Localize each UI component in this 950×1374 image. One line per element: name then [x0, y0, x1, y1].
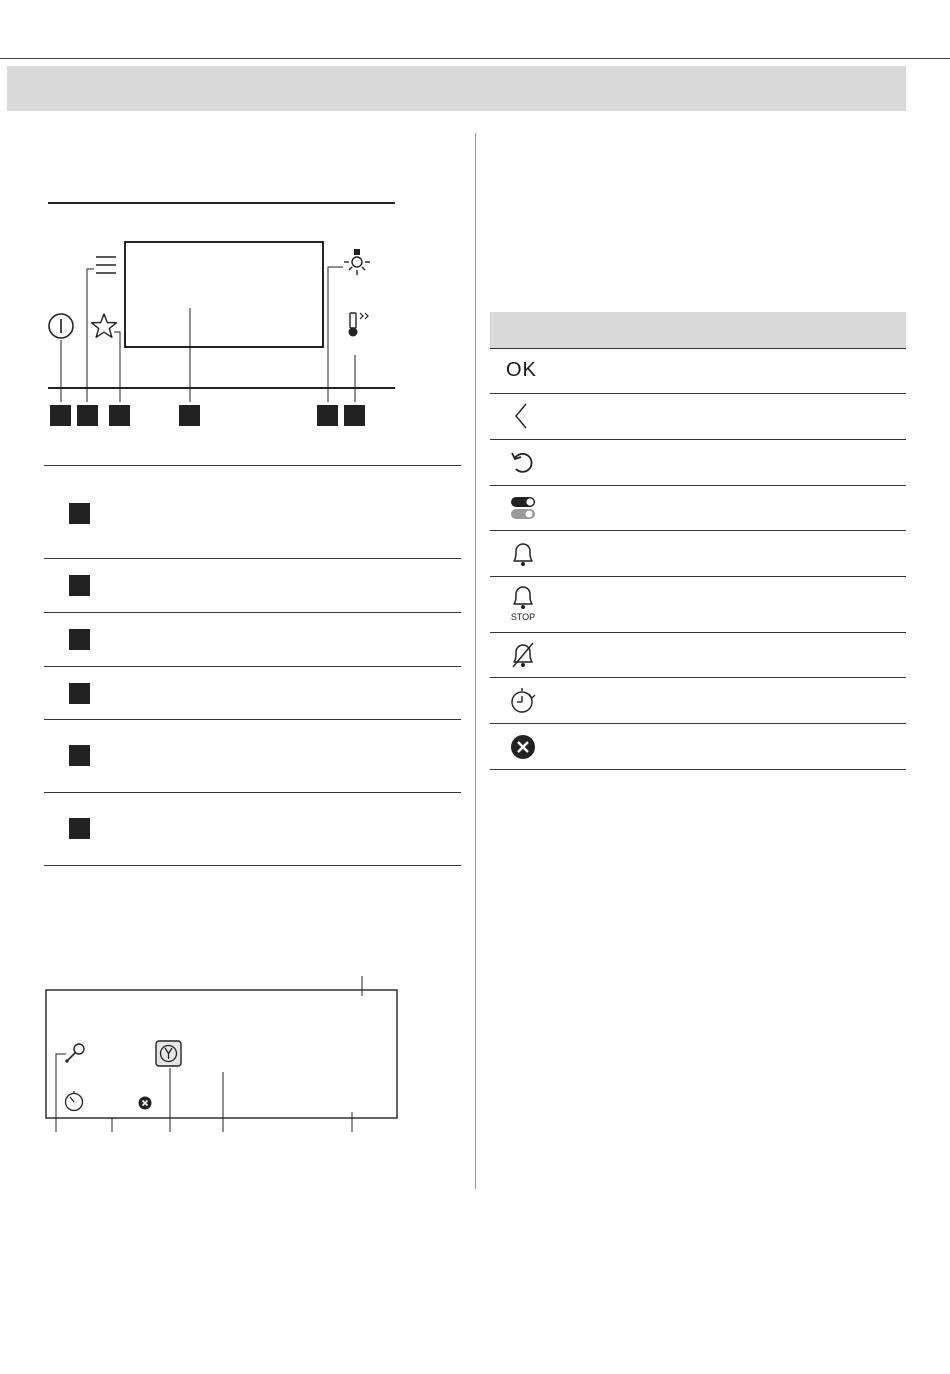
callout-marker — [77, 405, 98, 426]
symbol-row-bell-stop — [490, 577, 906, 632]
table-row — [44, 613, 461, 666]
fan-heating-function-icon — [155, 1040, 182, 1067]
symbol-row-toggle — [490, 486, 906, 530]
symbol-row-clock — [490, 678, 906, 723]
row-marker — [69, 575, 90, 596]
undo-icon — [508, 449, 536, 477]
menu-icon — [94, 253, 118, 277]
timer-icon — [63, 1090, 85, 1112]
symbol-row-bell — [490, 531, 906, 576]
callout-marker — [109, 405, 130, 426]
table-rule — [44, 865, 461, 866]
favourite-star-icon — [90, 312, 118, 340]
lamp-icon — [343, 248, 371, 278]
symbol-row-ok — [490, 349, 906, 393]
table-rule — [490, 769, 906, 770]
power-icon — [46, 311, 76, 341]
legend-table — [44, 465, 461, 867]
close-circle-icon — [510, 734, 536, 760]
top-rule — [0, 58, 950, 59]
table-row — [44, 466, 461, 558]
symbol-row-bell-off — [490, 633, 906, 677]
table-row — [44, 720, 461, 792]
callout-marker — [317, 405, 338, 426]
header-band — [7, 66, 906, 111]
display-diagram-svg — [40, 970, 410, 1140]
symbol-row-undo — [490, 440, 906, 485]
row-marker — [69, 818, 90, 839]
back-chevron-icon — [510, 402, 534, 430]
table-row — [44, 559, 461, 612]
column-divider — [475, 133, 476, 1189]
clock-delay-icon — [509, 686, 537, 716]
control-panel-diagram — [40, 195, 400, 435]
callout-marker — [179, 405, 200, 426]
core-probe-icon — [62, 1040, 90, 1064]
table-row — [44, 667, 461, 719]
bell-off-icon — [509, 640, 537, 670]
bell-stop-label: STOP — [510, 612, 536, 622]
thermometer-fast-heat-icon — [342, 311, 374, 339]
table-row — [44, 793, 461, 865]
toggle-switch-icon — [509, 495, 537, 521]
callout-marker — [50, 405, 71, 426]
row-marker — [69, 745, 90, 766]
cancel-small-icon — [138, 1096, 152, 1110]
row-marker — [69, 629, 90, 650]
row-marker — [69, 683, 90, 704]
row-marker — [69, 503, 90, 524]
symbols-table-header — [490, 312, 906, 348]
display-diagram — [40, 970, 410, 1140]
symbol-row-back — [490, 394, 906, 439]
ok-icon: OK — [506, 359, 537, 381]
callout-marker — [344, 405, 365, 426]
symbol-row-close — [490, 724, 906, 769]
bell-icon — [509, 539, 537, 569]
bell-stop-icon — [509, 583, 537, 627]
